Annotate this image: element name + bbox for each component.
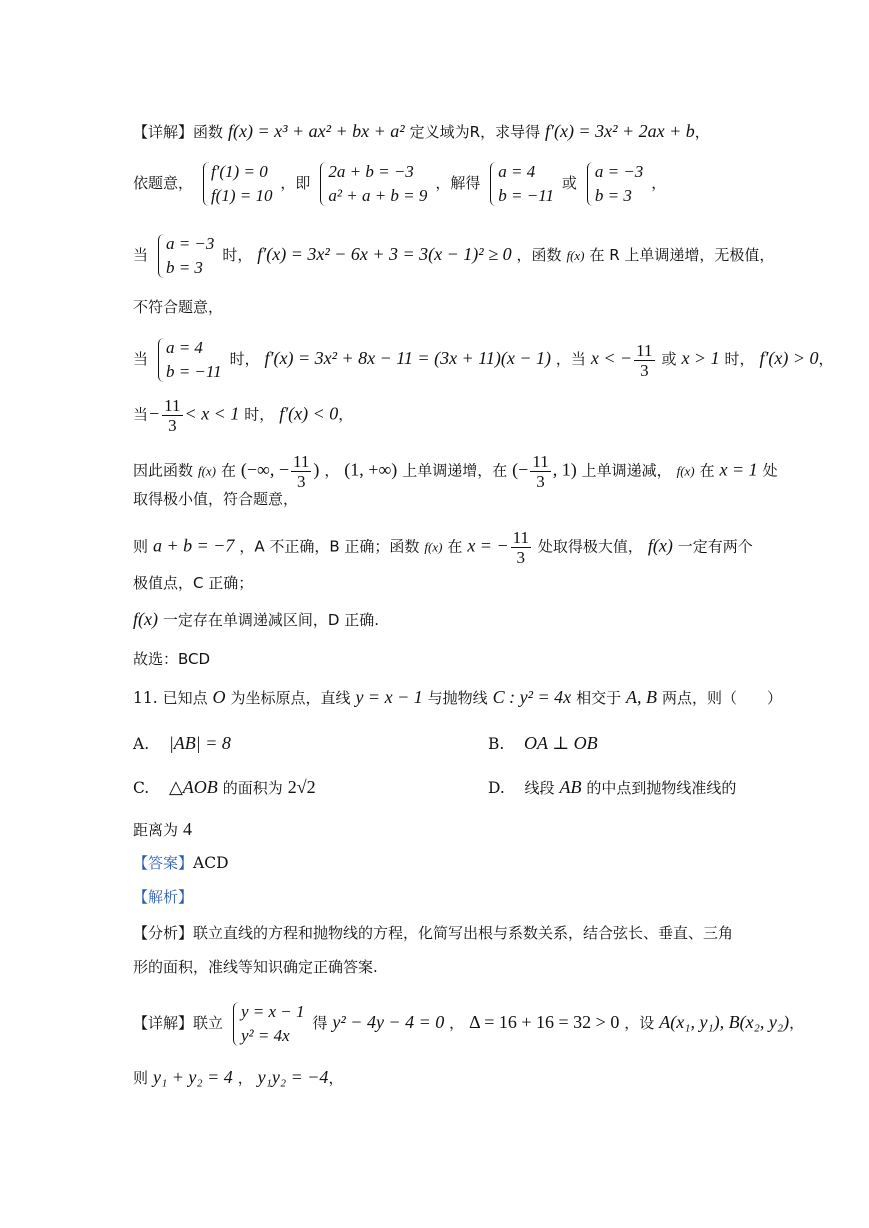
text: 极值点，C 正确； bbox=[133, 574, 254, 592]
cond: x > 1 bbox=[681, 348, 720, 368]
case-system-a bbox=[156, 232, 214, 280]
label: D. bbox=[488, 779, 505, 797]
case-system-b bbox=[156, 336, 222, 384]
text: 在 bbox=[699, 461, 715, 480]
cond: − bbox=[148, 403, 161, 424]
eq: f′(1) = 0 bbox=[210, 162, 268, 181]
analysis-tag: 【解析】 bbox=[133, 888, 194, 906]
detail-line-12 bbox=[133, 648, 210, 670]
text: 在 bbox=[447, 537, 463, 556]
eq: f(1) = 10 bbox=[210, 186, 273, 205]
text: 上单调递减， bbox=[581, 461, 672, 480]
math: △AOB bbox=[168, 777, 218, 797]
system-4 bbox=[585, 160, 643, 208]
text: ，即 bbox=[280, 174, 311, 192]
detail-line-9 bbox=[133, 528, 753, 567]
points: A, B bbox=[626, 687, 658, 707]
math: |AB| = 8 bbox=[168, 733, 231, 753]
den: 3 bbox=[536, 472, 545, 491]
cond: x = − bbox=[467, 535, 509, 556]
eq: b = −11 bbox=[165, 362, 222, 381]
text: ， bbox=[338, 405, 354, 424]
num: 11 bbox=[636, 340, 653, 360]
text: 依题意， bbox=[133, 174, 194, 192]
eq: y² = 4x bbox=[240, 1026, 290, 1045]
text: 定义域为R，求导得 bbox=[409, 123, 541, 141]
label: B. bbox=[488, 735, 505, 753]
fraction bbox=[530, 452, 550, 491]
fx: f(x) bbox=[676, 463, 695, 479]
parabola-eq: C : y² = 4x bbox=[492, 687, 572, 707]
detail2-line-1 bbox=[133, 1000, 804, 1048]
text: 处 bbox=[762, 461, 778, 480]
text: ，A 不正确，B 正确；函数 bbox=[239, 537, 420, 556]
interval: (−∞, − bbox=[240, 459, 290, 480]
fx: f(x) bbox=[566, 248, 585, 263]
fraction bbox=[511, 528, 531, 567]
points: A(x₁, y₁), B(x₂, y₂) bbox=[659, 1012, 790, 1032]
text: ， bbox=[237, 1069, 253, 1087]
equation: a + b = −7 bbox=[152, 535, 235, 556]
text: 时， bbox=[244, 405, 275, 424]
text: 当 bbox=[133, 246, 149, 264]
text: ， bbox=[324, 461, 340, 480]
fraction bbox=[291, 452, 311, 491]
text: 形的面积，准线等知识确定正确答案. bbox=[133, 958, 378, 976]
text: 两点，则（ ） bbox=[661, 689, 782, 707]
text: 一定有两个 bbox=[677, 537, 753, 556]
text: 因此函数 bbox=[133, 461, 194, 480]
fx: f(x) bbox=[133, 609, 158, 629]
system-5 bbox=[231, 1000, 305, 1048]
equation: f′(x) = 3x² + 8x − 11 = (3x + 11)(x − 1) bbox=[264, 348, 551, 368]
den: 3 bbox=[640, 360, 649, 380]
math: OA ⊥ OB bbox=[524, 733, 598, 753]
equation: y² − 4y − 4 = 0 bbox=[332, 1012, 445, 1032]
question-number: 11. bbox=[133, 689, 158, 707]
detail-line-2 bbox=[133, 160, 666, 208]
text: 得 bbox=[312, 1014, 328, 1032]
math: 4 bbox=[182, 819, 192, 839]
text: 取得极小值，符合题意， bbox=[133, 490, 299, 508]
eq: a = −3 bbox=[165, 234, 215, 253]
detail-line-4 bbox=[133, 296, 223, 318]
text: ， bbox=[449, 1014, 465, 1032]
eq: a = 4 bbox=[165, 338, 203, 357]
eq: b = −11 bbox=[498, 186, 554, 205]
num: 11 bbox=[532, 452, 549, 471]
text: 则 bbox=[133, 537, 149, 556]
text: ，函数 bbox=[516, 246, 562, 264]
answer-value: ACD bbox=[193, 854, 229, 872]
question-11 bbox=[133, 686, 782, 709]
detail2-line-2 bbox=[133, 1066, 343, 1089]
text: ， bbox=[818, 350, 834, 368]
equation: y₁y₂ = −4 bbox=[257, 1067, 329, 1087]
math: AB bbox=[559, 777, 582, 797]
detail-line-8 bbox=[133, 488, 298, 510]
text: ， bbox=[694, 123, 710, 141]
detail-line-5 bbox=[133, 336, 834, 384]
text: 时， bbox=[229, 350, 260, 368]
line-eq: y = x − 1 bbox=[355, 687, 423, 707]
math: 2√2 bbox=[287, 777, 316, 797]
fenxi-tag: 【分析】 bbox=[133, 924, 194, 942]
fenxi-line-2 bbox=[133, 956, 378, 978]
detail-tag: 【详解】 bbox=[133, 123, 194, 141]
detail-line-11 bbox=[133, 608, 379, 631]
derivative-formula: f′(x) = 3x² + 2ax + b bbox=[545, 121, 695, 141]
text: ， bbox=[789, 1014, 805, 1032]
text: 或 bbox=[561, 174, 577, 192]
eq: b = 3 bbox=[594, 186, 632, 205]
interval: , 1) bbox=[552, 459, 577, 480]
fx: f(x) bbox=[424, 539, 443, 555]
detail-line-1 bbox=[133, 120, 710, 143]
point-o: O bbox=[212, 687, 226, 707]
num: 11 bbox=[512, 528, 529, 547]
text: 距离为 bbox=[133, 821, 179, 839]
text: ，解得 bbox=[435, 174, 481, 192]
text: 故选：BCD bbox=[133, 650, 211, 668]
system-3 bbox=[488, 160, 554, 208]
detail-line-7 bbox=[133, 452, 778, 491]
detail-line-3 bbox=[133, 232, 774, 280]
eq: 2a + b = −3 bbox=[328, 162, 414, 181]
eq: b = 3 bbox=[165, 258, 203, 277]
num: 11 bbox=[293, 452, 310, 471]
text: 在 bbox=[220, 461, 236, 480]
label: A. bbox=[133, 735, 150, 753]
text: 相交于 bbox=[576, 689, 622, 707]
text: 上单调递增，在 bbox=[402, 461, 508, 480]
system-2 bbox=[318, 160, 427, 208]
text: 线段 bbox=[524, 779, 555, 797]
text: 为坐标原点，直线 bbox=[230, 689, 351, 707]
interval: ) bbox=[313, 459, 320, 480]
text: 与抛物线 bbox=[427, 689, 488, 707]
analysis-tag-line bbox=[133, 886, 193, 908]
text: ，设 bbox=[624, 1014, 655, 1032]
text: 的面积为 bbox=[222, 779, 283, 797]
cond: x < − bbox=[590, 348, 633, 368]
system-1 bbox=[201, 160, 273, 208]
text: 已知点 bbox=[162, 689, 208, 707]
text: ， bbox=[651, 174, 667, 192]
text: 时， bbox=[724, 350, 755, 368]
text: 或 bbox=[661, 350, 677, 368]
eq: a² + a + b = 9 bbox=[328, 186, 428, 205]
text: 当 bbox=[133, 405, 149, 424]
cond: f′(x) > 0 bbox=[759, 348, 819, 368]
text: 函数 bbox=[193, 123, 224, 141]
den: 3 bbox=[516, 548, 526, 567]
den: 3 bbox=[296, 472, 306, 491]
fraction bbox=[634, 341, 654, 380]
text: 在 R 上单调递增，无极值， bbox=[589, 246, 775, 264]
text: 不符合题意， bbox=[133, 298, 224, 316]
cond: x = 1 bbox=[719, 459, 758, 480]
text: 一定存在单调递减区间，D 正确. bbox=[162, 611, 380, 629]
text: 则 bbox=[133, 1069, 149, 1087]
eq: a = −3 bbox=[594, 162, 644, 181]
text: 时， bbox=[222, 246, 253, 264]
option-d-continued bbox=[133, 818, 192, 841]
fx: f(x) bbox=[197, 463, 216, 479]
answer-tag: 【答案】 bbox=[133, 854, 194, 872]
interval: (1, +∞) bbox=[344, 459, 398, 480]
fenxi-line-1 bbox=[133, 922, 733, 944]
fraction bbox=[162, 396, 182, 435]
eq: y = x − 1 bbox=[240, 1002, 305, 1021]
detail-line-6 bbox=[133, 396, 353, 435]
fx: f(x) bbox=[647, 535, 673, 556]
eq: a = 4 bbox=[498, 162, 536, 181]
option-d bbox=[488, 776, 736, 799]
label: C. bbox=[133, 779, 150, 797]
equation: y₁ + y₂ = 4 bbox=[152, 1067, 233, 1087]
text: 处取得极大值， bbox=[537, 537, 643, 556]
text: ， bbox=[328, 1069, 344, 1087]
option-c bbox=[133, 776, 316, 799]
text: 联立直线的方程和抛物线的方程，化简写出根与系数关系，结合弦长、垂直、三角 bbox=[193, 924, 734, 942]
answer-line bbox=[133, 852, 229, 874]
equation: Δ = 16 + 16 = 32 > 0 bbox=[469, 1012, 620, 1032]
interval: (− bbox=[512, 459, 529, 480]
cond: f′(x) < 0 bbox=[279, 403, 339, 424]
text: 当 bbox=[133, 350, 149, 368]
option-b bbox=[488, 732, 598, 755]
equation: f′(x) = 3x² − 6x + 3 = 3(x − 1)² ≥ 0 bbox=[257, 244, 512, 264]
function-definition: f(x) = x³ + ax² + bx + a² bbox=[227, 121, 405, 141]
text: 联立 bbox=[193, 1014, 224, 1032]
detail-line-10 bbox=[133, 572, 253, 594]
cond: < x < 1 bbox=[184, 403, 240, 424]
text: 的中点到抛物线准线的 bbox=[586, 779, 737, 797]
text: ，当 bbox=[555, 350, 586, 368]
den: 3 bbox=[168, 416, 177, 435]
num: 11 bbox=[164, 396, 181, 415]
detail-tag-2: 【详解】 bbox=[133, 1014, 194, 1032]
option-a bbox=[133, 732, 231, 755]
